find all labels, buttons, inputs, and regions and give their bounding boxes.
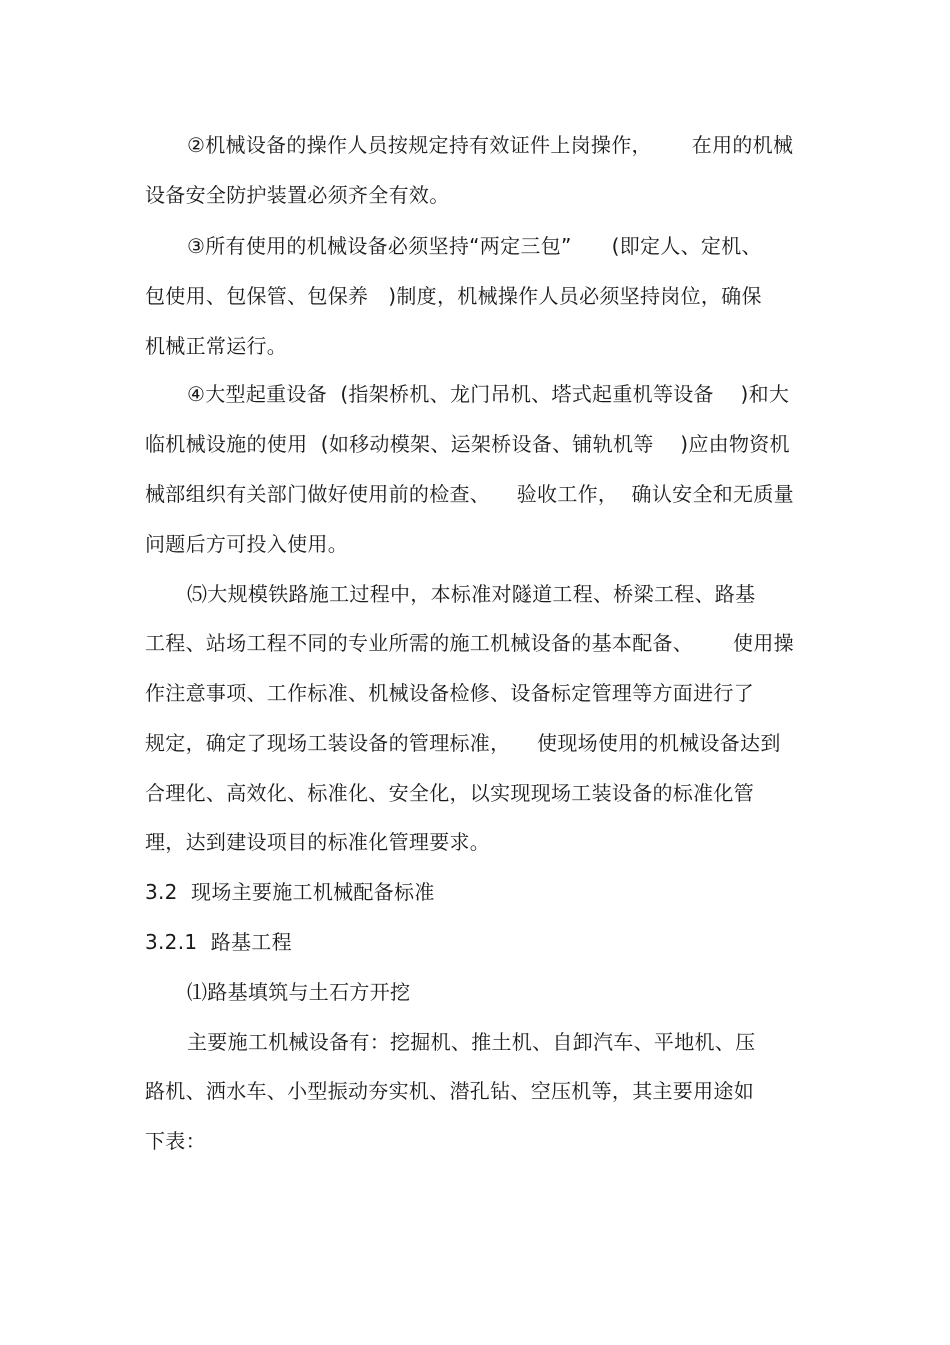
paragraph-3-line-1: ③所有使用的机械设备必须坚持“两定三包” (即定人、定机、 (187, 234, 762, 258)
paragraph-4-line-4: 问题后方可投入使用。 (145, 532, 348, 556)
paragraph-3-line-2: 包使用、包保管、包保养 )制度，机械操作人员必须坚持岗位，确保 (145, 284, 762, 308)
paragraph-5-line-1: ⑸大规模铁路施工过程中，本标准对隧道工程、桥梁工程、路基 (187, 582, 756, 606)
paragraph-4-line-2: 临机械设施的使用 (如移动模架、运架桥设备、铺轨机等 )应由物资机 (145, 432, 790, 456)
paragraph-3-line-3: 机械正常运行。 (145, 334, 288, 358)
paragraph-2-line-2: 设备安全防护装置必须齐全有效。 (145, 183, 450, 207)
equipment-paragraph-line-1: 主要施工机械设备有：挖掘机、推土机、自卸汽车、平地机、压 (187, 1030, 756, 1054)
paragraph-5-line-5: 合理化、高效化、标准化、安全化，以实现现场工装设备的标准化管 (145, 781, 754, 805)
section-heading-3-2: 3.2 现场主要施工机械配备标准 (145, 880, 435, 904)
paragraph-5-line-6: 理，达到建设项目的标准化管理要求。 (145, 830, 491, 854)
paragraph-5-line-4: 规定，确定了现场工装设备的管理标准， 使现场使用的机械设备达到 (145, 731, 781, 755)
subsection-heading-1: ⑴路基填筑与土石方开挖 (187, 980, 411, 1004)
section-heading-3-2-1: 3.2.1 路基工程 (145, 930, 292, 954)
paragraph-4-line-3: 械部组织有关部门做好使用前的检查、 验收工作， 确认安全和无质量 (145, 482, 794, 506)
paragraph-2-line-1: ②机械设备的操作人员按规定持有效证件上岗操作， 在用的机械 (187, 133, 794, 157)
equipment-paragraph-line-3: 下表： (145, 1129, 206, 1153)
paragraph-5-line-3: 作注意事项、工作标准、机械设备检修、设备标定管理等方面进行了 (145, 681, 754, 705)
equipment-paragraph-line-2: 路机、洒水车、小型振动夯实机、潜孔钻、空压机等，其主要用途如 (145, 1079, 754, 1103)
paragraph-4-line-1: ④大型起重设备 (指架桥机、龙门吊机、塔式起重机等设备 )和大 (187, 382, 790, 406)
paragraph-5-line-2: 工程、站场工程不同的专业所需的施工机械设备的基本配备、 使用操 (145, 631, 794, 655)
